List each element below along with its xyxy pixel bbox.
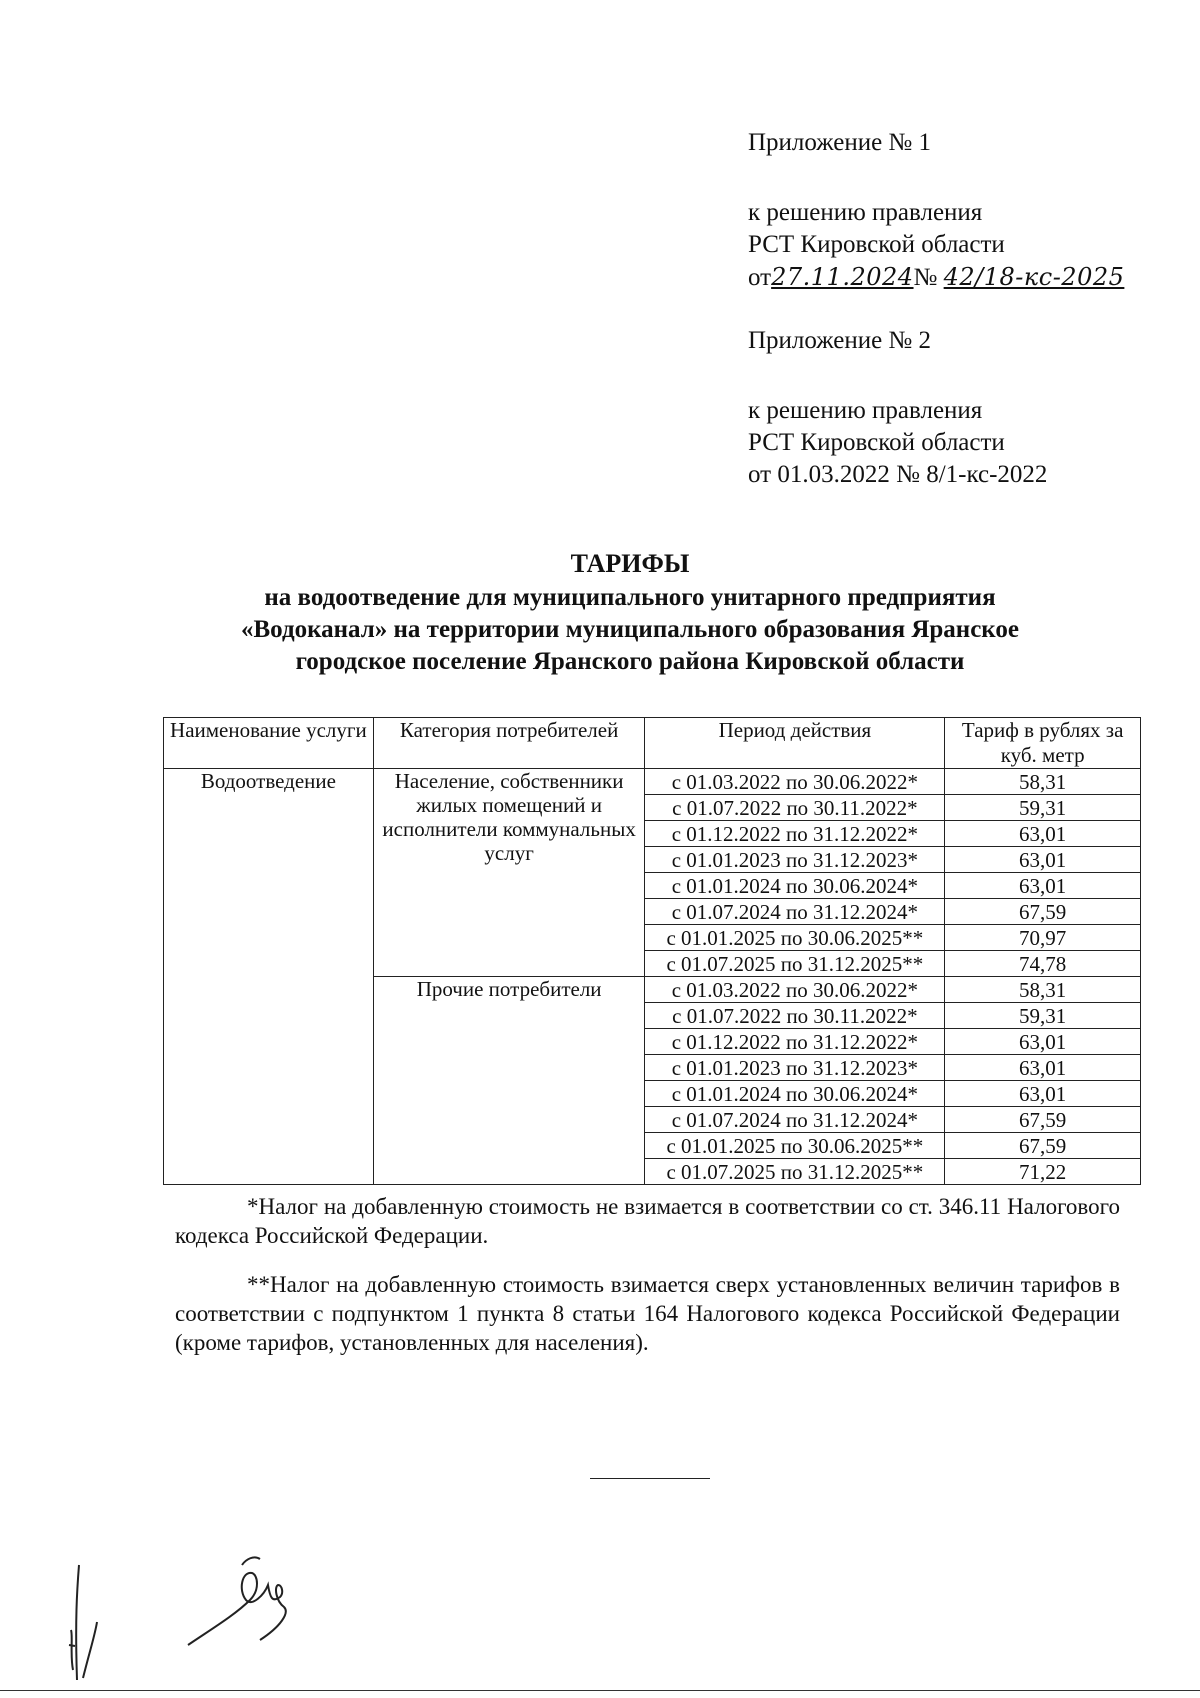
appendix-1-title: Приложение № 1 bbox=[748, 129, 932, 156]
number-prefix: № bbox=[913, 264, 938, 291]
category-other: Прочие потребители bbox=[373, 977, 645, 1185]
service-name: Водоотведение bbox=[164, 769, 374, 1185]
period-cell: с 01.01.2025 по 30.06.2025** bbox=[645, 1133, 945, 1159]
tariff-cell: 67,59 bbox=[945, 1133, 1141, 1159]
table-header-row bbox=[164, 718, 1141, 769]
heading-line3: городское поселение Яранского района Кировской области bbox=[295, 648, 965, 675]
footnote-vat-added: **Налог на добавленную стоимость взимается сверх установленных величин тарифов в соответствии с подпунктом 1 пункта 8 статьи 164 Налогового кодекса Российской Федерации (кроме тарифов, установленных для населения). bbox=[175, 1272, 1120, 1355]
document-heading bbox=[170, 548, 1090, 678]
appendix-1-line1: к решению правления bbox=[748, 199, 983, 226]
separator-line bbox=[590, 1478, 710, 1479]
tariff-cell: 74,78 bbox=[945, 951, 1141, 977]
appendix-1-block bbox=[748, 127, 1124, 294]
tariff-cell: 63,01 bbox=[945, 821, 1141, 847]
header-tariff: Тариф в рублях за куб. метр bbox=[945, 718, 1141, 769]
period-cell: с 01.07.2022 по 30.11.2022* bbox=[645, 795, 945, 821]
tariffs-table bbox=[163, 717, 1141, 1185]
period-cell: с 01.07.2024 по 31.12.2024* bbox=[645, 899, 945, 925]
tariff-cell: 63,01 bbox=[945, 873, 1141, 899]
appendix-1-date-line bbox=[748, 261, 1124, 294]
tariff-cell: 63,01 bbox=[945, 1029, 1141, 1055]
header-period: Период действия bbox=[645, 718, 945, 769]
heading-line1: на водоотведение для муниципального унитарного предприятия bbox=[264, 584, 996, 611]
period-cell: с 01.07.2025 по 31.12.2025** bbox=[645, 951, 945, 977]
period-cell: с 01.12.2022 по 31.12.2022* bbox=[645, 821, 945, 847]
tariff-cell: 58,31 bbox=[945, 769, 1141, 795]
tariff-cell: 59,31 bbox=[945, 795, 1141, 821]
period-cell: с 01.01.2023 по 31.12.2023* bbox=[645, 847, 945, 873]
period-cell: с 01.01.2024 по 30.06.2024* bbox=[645, 1081, 945, 1107]
period-cell: с 01.07.2025 по 31.12.2025** bbox=[645, 1159, 945, 1185]
period-cell: с 01.01.2023 по 31.12.2023* bbox=[645, 1055, 945, 1081]
tariff-cell: 67,59 bbox=[945, 1107, 1141, 1133]
tariff-cell: 67,59 bbox=[945, 899, 1141, 925]
handwritten-date: 27.11.2024 bbox=[771, 263, 914, 291]
initials-mark-icon bbox=[55, 1560, 135, 1685]
handwritten-number: 42/18-кс-2025 bbox=[943, 263, 1125, 291]
appendix-2-title: Приложение № 2 bbox=[748, 327, 932, 354]
footnote-vat-exempt: *Налог на добавленную стоимость не взимается в соответствии со ст. 346.11 Налогового кодекса Российской Федерации. bbox=[175, 1194, 1120, 1248]
tariff-cell: 58,31 bbox=[945, 977, 1141, 1003]
page-bottom-edge bbox=[0, 1690, 1200, 1691]
tariff-cell: 70,97 bbox=[945, 925, 1141, 951]
period-cell: с 01.07.2022 по 30.11.2022* bbox=[645, 1003, 945, 1029]
period-cell: с 01.03.2022 по 30.06.2022* bbox=[645, 977, 945, 1003]
tariff-cell: 59,31 bbox=[945, 1003, 1141, 1029]
tariff-cell: 63,01 bbox=[945, 1081, 1141, 1107]
period-cell: с 01.12.2022 по 31.12.2022* bbox=[645, 1029, 945, 1055]
category-population: Население, собственники жилых помещений и исполнители коммунальных услуг bbox=[373, 769, 645, 977]
tariff-cell: 71,22 bbox=[945, 1159, 1141, 1185]
table-row bbox=[164, 769, 1141, 795]
appendix-2-line2: РСТ Кировской области bbox=[748, 429, 1005, 456]
header-service: Наименование услуги bbox=[164, 718, 374, 769]
tariff-cell: 63,01 bbox=[945, 847, 1141, 873]
appendix-1-line2: РСТ Кировской области bbox=[748, 231, 1005, 258]
signature-icon bbox=[180, 1545, 300, 1655]
appendix-2-line1: к решению правления bbox=[748, 397, 983, 424]
heading-title: ТАРИФЫ bbox=[570, 549, 690, 578]
heading-line2: «Водоканал» на территории муниципального образования Яранское bbox=[241, 616, 1019, 643]
appendix-2-block bbox=[748, 325, 1047, 491]
period-cell: с 01.03.2022 по 30.06.2022* bbox=[645, 769, 945, 795]
period-cell: с 01.01.2025 по 30.06.2025** bbox=[645, 925, 945, 951]
tariff-cell: 63,01 bbox=[945, 1055, 1141, 1081]
header-category: Категория потребителей bbox=[373, 718, 645, 769]
period-cell: с 01.07.2024 по 31.12.2024* bbox=[645, 1107, 945, 1133]
date-prefix: от bbox=[748, 264, 772, 291]
appendix-2-line3: от 01.03.2022 № 8/1-кс-2022 bbox=[748, 461, 1048, 488]
period-cell: с 01.01.2024 по 30.06.2024* bbox=[645, 873, 945, 899]
